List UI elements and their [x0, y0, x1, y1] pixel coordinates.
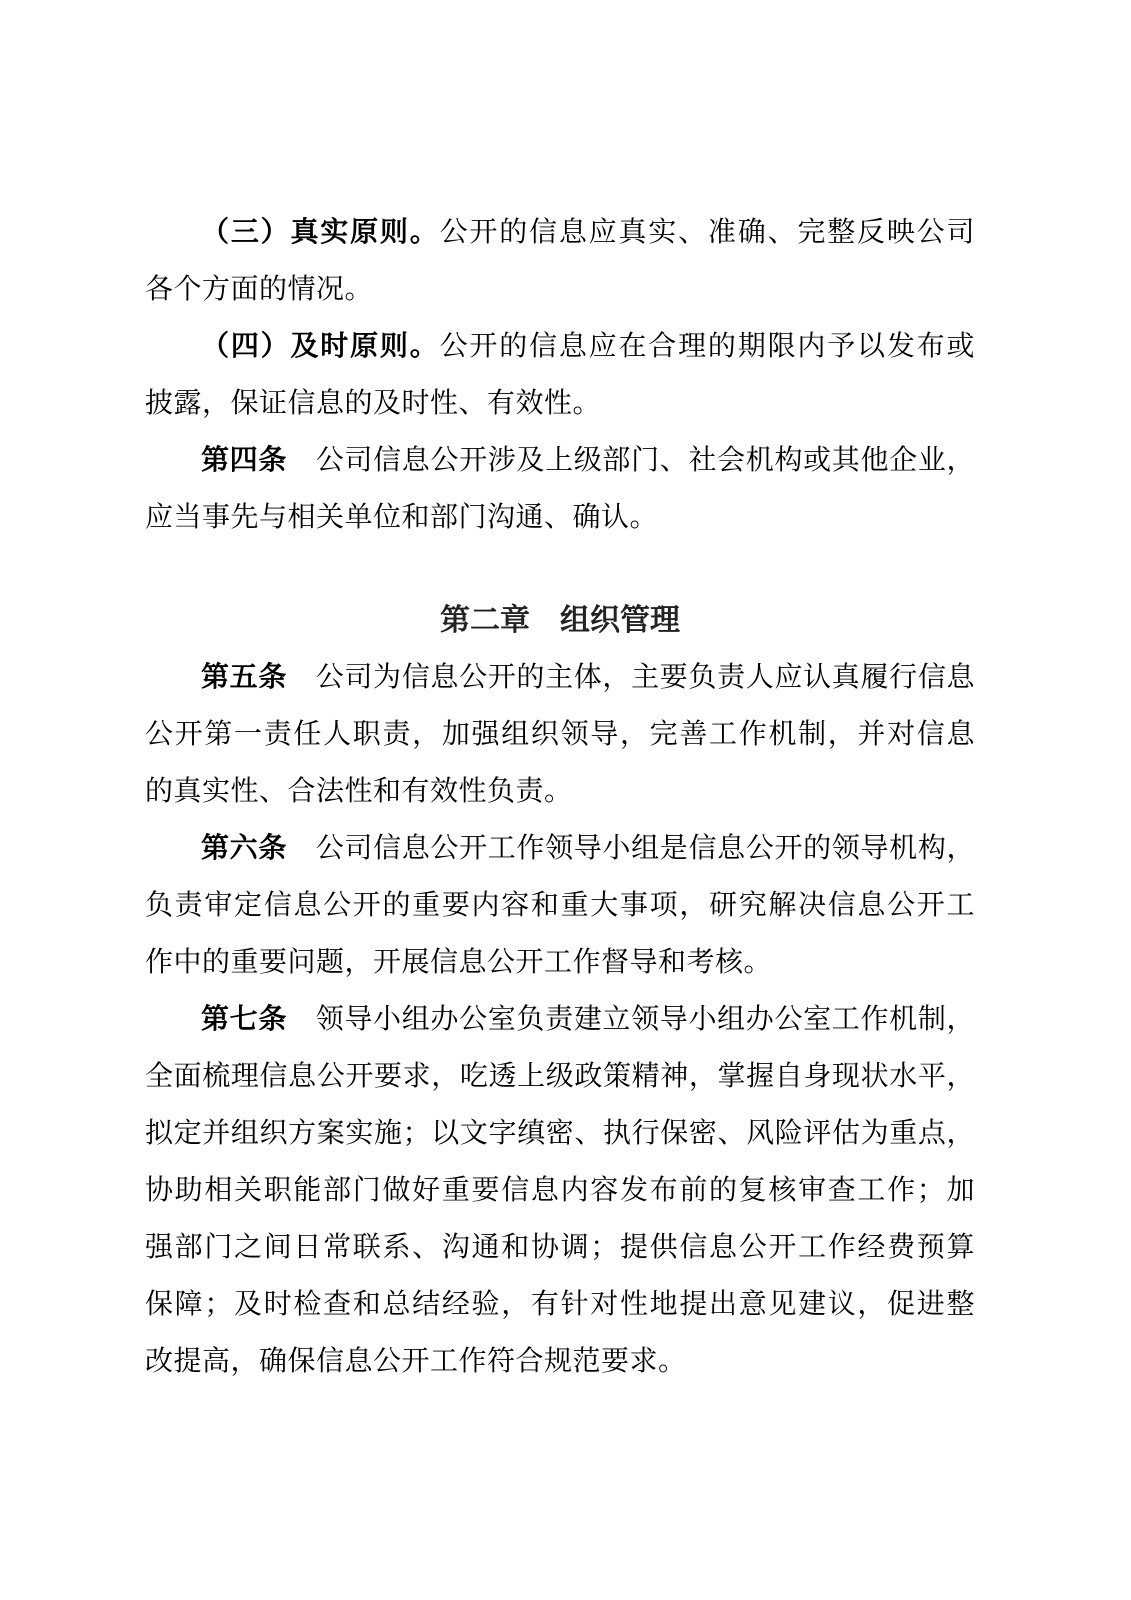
bold-lead-text: （四）及时原则。 — [201, 331, 440, 362]
bold-lead-text: 第四条 — [201, 445, 288, 476]
body-text: 领导小组办公室负责建立领导小组办公室工作机制， — [287, 1004, 975, 1035]
body-text: 协助相关职能部门做好重要信息内容发布前的复核审查工作；加 — [145, 1175, 975, 1206]
document-line — [145, 318, 975, 375]
chapter-heading — [145, 592, 975, 649]
document-line — [145, 261, 975, 318]
body-text: 拟定并组织方案实施；以文字缜密、执行保密、风险评估为重点， — [145, 1118, 975, 1149]
body-text: 公开的信息应真实、准确、完整反映公司 — [439, 217, 975, 248]
document-line — [145, 489, 975, 546]
body-text: 公司信息公开涉及上级部门、社会机构或其他企业， — [287, 445, 975, 476]
bold-lead-text: 第七条 — [201, 1004, 288, 1035]
document-line — [145, 1105, 975, 1162]
document-line — [145, 991, 975, 1048]
document-line — [145, 763, 975, 820]
document-body — [145, 204, 975, 1390]
document-line — [145, 877, 975, 934]
document-line — [145, 1333, 975, 1390]
bold-lead-text: 第二章 组织管理 — [440, 604, 680, 637]
body-text: 公开的信息应在合理的期限内予以发布或 — [439, 331, 975, 362]
document-line — [145, 1048, 975, 1105]
document-line — [145, 820, 975, 877]
bold-lead-text: 第五条 — [201, 662, 288, 693]
bold-lead-text: （三）真实原则。 — [201, 217, 440, 248]
body-text: 保障；及时检查和总结经验，有针对性地提出意见建议，促进整 — [145, 1289, 975, 1320]
document-line — [145, 432, 975, 489]
body-text: 各个方面的情况。 — [145, 274, 374, 305]
body-text: 的真实性、合法性和有效性负责。 — [145, 776, 573, 807]
document-line — [145, 204, 975, 261]
body-text: 改提高，确保信息公开工作符合规范要求。 — [145, 1346, 687, 1377]
document-line — [145, 1276, 975, 1333]
body-text: 披露，保证信息的及时性、有效性。 — [145, 388, 602, 419]
document-line — [145, 375, 975, 432]
bold-lead-text: 第六条 — [201, 833, 288, 864]
body-text: 应当事先与相关单位和部门沟通、确认。 — [145, 502, 659, 533]
body-text: 强部门之间日常联系、沟通和协调；提供信息公开工作经费预算 — [145, 1232, 975, 1263]
body-text: 负责审定信息公开的重要内容和重大事项，研究解决信息公开工 — [145, 890, 975, 921]
document-line — [145, 649, 975, 706]
document-line — [145, 934, 975, 991]
body-text: 公开第一责任人职责，加强组织领导，完善工作机制，并对信息 — [145, 719, 975, 750]
document-line — [145, 1162, 975, 1219]
body-text: 公司信息公开工作领导小组是信息公开的领导机构， — [287, 833, 975, 864]
document-line — [145, 1219, 975, 1276]
body-text: 作中的重要问题，开展信息公开工作督导和考核。 — [145, 947, 773, 978]
body-text: 公司为信息公开的主体，主要负责人应认真履行信息 — [287, 662, 975, 693]
body-text: 全面梳理信息公开要求，吃透上级政策精神，掌握自身现状水平， — [145, 1061, 975, 1092]
document-line — [145, 706, 975, 763]
